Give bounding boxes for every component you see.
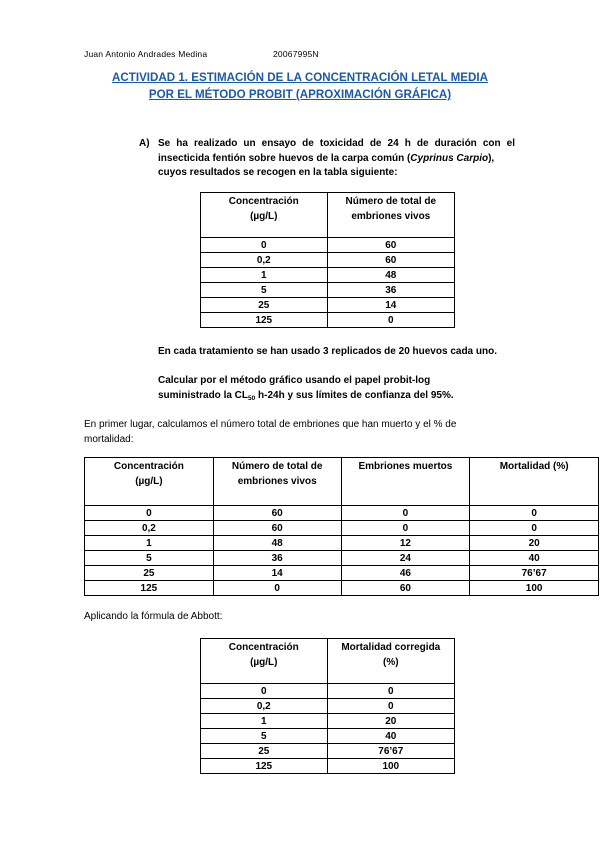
table-row bbox=[201, 253, 455, 268]
table-cell: 25 bbox=[85, 566, 214, 581]
table-cell: 76’67 bbox=[327, 744, 454, 759]
table-row bbox=[201, 714, 455, 729]
header-live-embryos: Número de total de embriones vivos bbox=[327, 193, 454, 238]
intro-paragraph bbox=[84, 418, 456, 447]
table-cell: 76’67 bbox=[470, 566, 599, 581]
species-name: Cyprinus Carpio bbox=[410, 152, 489, 164]
table-cell: 36 bbox=[213, 551, 341, 566]
table-cell: 25 bbox=[201, 298, 328, 313]
section-a-line-2: insecticida fentión sobre huevos de la carpa común (Cyprinus Carpio), bbox=[158, 152, 495, 164]
table-cell: 125 bbox=[201, 313, 328, 328]
table-row bbox=[201, 684, 455, 699]
table-cell: 0 bbox=[470, 521, 599, 536]
table-row bbox=[201, 729, 455, 744]
instruction-paragraph bbox=[158, 374, 454, 403]
table-row bbox=[85, 566, 599, 581]
table-cell: 0 bbox=[201, 684, 328, 699]
table-cell: 0 bbox=[201, 238, 328, 253]
table-cell: 14 bbox=[213, 566, 341, 581]
header-concentration: Concentración (µg/L) bbox=[201, 193, 328, 238]
table-cell: 0 bbox=[327, 684, 454, 699]
table-cell: 125 bbox=[85, 581, 214, 596]
table-cell: 0 bbox=[341, 521, 470, 536]
header-mortality: Mortalidad (%) bbox=[470, 458, 599, 506]
table-row bbox=[85, 551, 599, 566]
table-cell: 0,2 bbox=[85, 521, 214, 536]
table-cell: 0 bbox=[85, 506, 214, 521]
title-line-1: ACTIVIDAD 1. ESTIMACIÓN DE LA CONCENTRACIÓN LETAL MEDIA bbox=[112, 71, 488, 84]
table-row bbox=[201, 238, 455, 253]
table-cell: 0 bbox=[341, 506, 470, 521]
table-cell: 0 bbox=[327, 699, 454, 714]
instruction-line-2: suministrado la $CL_{50}$ h-24h y sus límites de confianza del 95%. bbox=[158, 389, 454, 402]
table-row bbox=[201, 313, 455, 328]
table-cell: 40 bbox=[327, 729, 454, 744]
table-cell: 0 bbox=[470, 506, 599, 521]
instruction-line-1: Calcular por el método gráfico usando el papel probit-log bbox=[158, 375, 431, 386]
table-row bbox=[201, 744, 455, 759]
table-cell: 14 bbox=[327, 298, 454, 313]
table-cell: 48 bbox=[327, 268, 454, 283]
table-cell: 25 bbox=[201, 744, 328, 759]
section-a-paragraph bbox=[158, 137, 515, 181]
replicas-note: En cada tratamiento se han usado 3 replicados de 20 huevos cada uno. bbox=[158, 346, 497, 357]
table-row bbox=[201, 283, 455, 298]
intro-line-2: mortalidad: bbox=[84, 433, 134, 445]
table-cell: 125 bbox=[201, 759, 328, 774]
table-cell: 0 bbox=[213, 581, 341, 596]
table-row bbox=[201, 298, 455, 313]
section-a-line-3: cuyos resultados se recogen en la tabla siguiente: bbox=[158, 167, 398, 178]
intro-line-1: En primer lugar, calculamos el número total de embriones que han muerto y el % de bbox=[84, 419, 457, 430]
table-cell: 0,2 bbox=[201, 253, 328, 268]
header-corrected-mortality: Mortalidad corregida (%) bbox=[327, 639, 454, 684]
header-dead-embryos: Embriones muertos bbox=[341, 458, 470, 506]
table-row bbox=[201, 268, 455, 283]
table-cell: 1 bbox=[201, 268, 328, 283]
header-live-embryos: Número de total de embriones vivos bbox=[213, 458, 341, 506]
table-cell: 100 bbox=[327, 759, 454, 774]
table-row bbox=[85, 581, 599, 596]
header-concentration: Concentración (µg/L) bbox=[85, 458, 214, 506]
abbott-text: Aplicando la fórmula de Abbott: bbox=[84, 611, 223, 622]
table-cell: 36 bbox=[327, 283, 454, 298]
section-marker: A) bbox=[139, 138, 150, 149]
table-cell: 5 bbox=[201, 283, 328, 298]
corrected-mortality-table bbox=[200, 638, 455, 774]
table-cell: 60 bbox=[213, 521, 341, 536]
section-a-line-1: Se ha realizado un ensayo de toxicidad de 24 h de duración con el bbox=[158, 138, 515, 149]
table-cell: 0 bbox=[327, 313, 454, 328]
table-cell: 60 bbox=[213, 506, 341, 521]
toxicity-table bbox=[200, 192, 455, 328]
student-id: 20067995N bbox=[273, 49, 319, 59]
table-cell: 60 bbox=[327, 253, 454, 268]
author-name: Juan Antonio Andrades Medina bbox=[84, 49, 208, 59]
table-row bbox=[201, 699, 455, 714]
table-cell: 20 bbox=[470, 536, 599, 551]
table-cell: 5 bbox=[85, 551, 214, 566]
header-concentration: Concentración (µg/L) bbox=[201, 639, 328, 684]
table-cell: 5 bbox=[201, 729, 328, 744]
table-cell: 20 bbox=[327, 714, 454, 729]
table-row bbox=[201, 759, 455, 774]
table-cell: 1 bbox=[85, 536, 214, 551]
table-cell: 0,2 bbox=[201, 699, 328, 714]
table-cell: 12 bbox=[341, 536, 470, 551]
table-cell: 48 bbox=[213, 536, 341, 551]
table-cell: 24 bbox=[341, 551, 470, 566]
table-cell: 60 bbox=[341, 581, 470, 596]
title-line-2: POR EL MÉTODO PROBIT (APROXIMACIÓN GRÁFICA) bbox=[148, 88, 452, 101]
table-row bbox=[85, 536, 599, 551]
table-cell: 100 bbox=[470, 581, 599, 596]
table-row bbox=[85, 521, 599, 536]
table-cell: 1 bbox=[201, 714, 328, 729]
table-cell: 46 bbox=[341, 566, 470, 581]
table-cell: 60 bbox=[327, 238, 454, 253]
table-cell: 40 bbox=[470, 551, 599, 566]
table-row bbox=[85, 506, 599, 521]
mortality-table bbox=[84, 457, 599, 596]
